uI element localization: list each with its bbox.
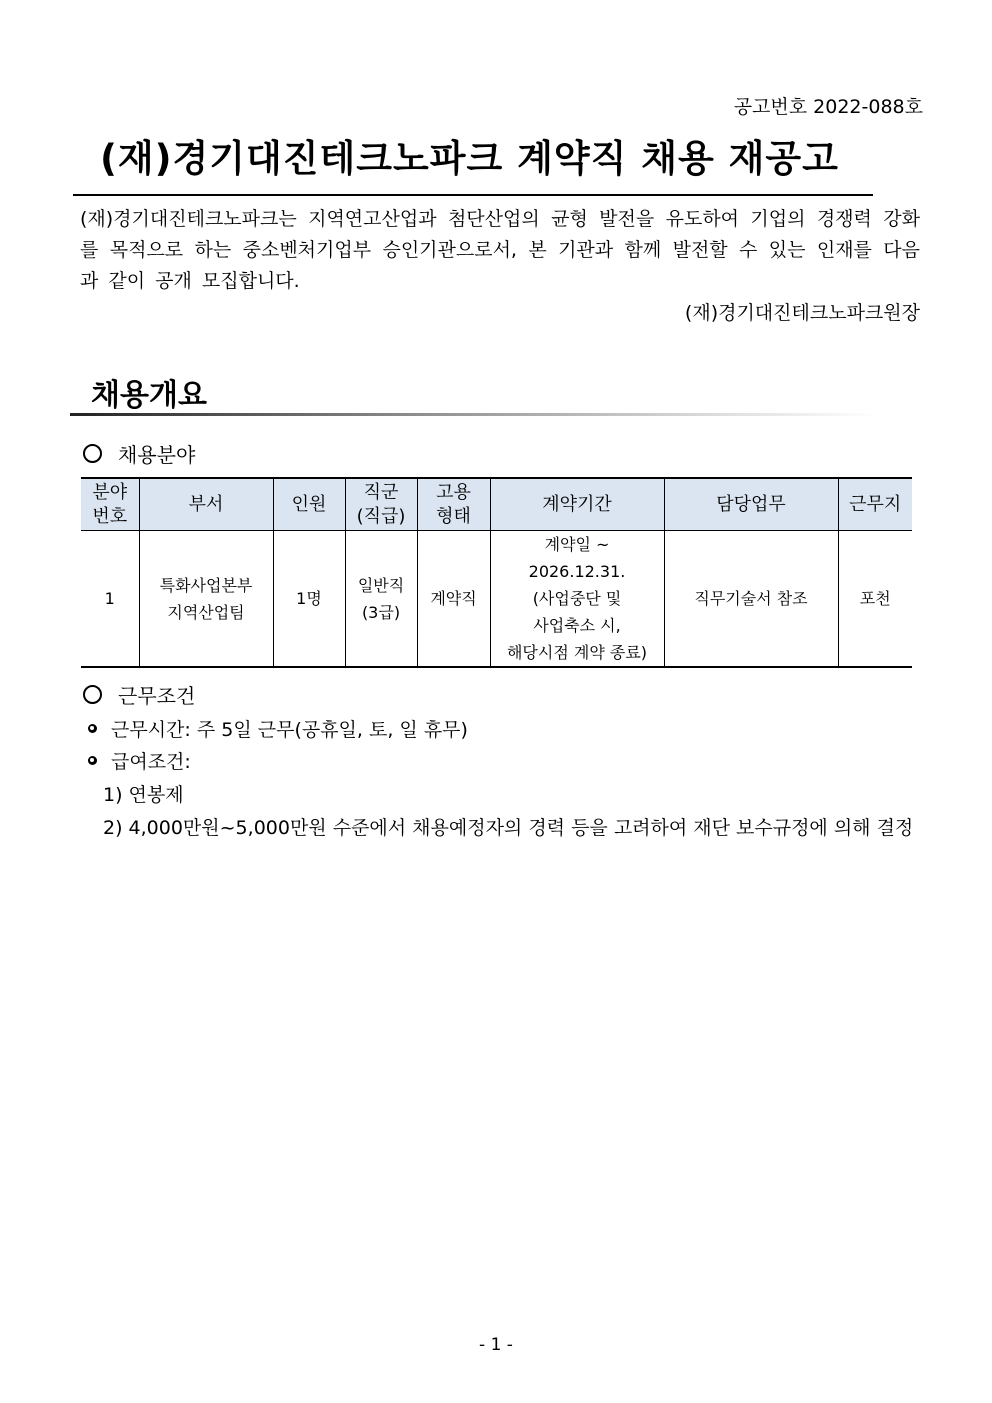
notice-number: 공고번호 2022-088호 bbox=[733, 96, 923, 118]
table-header-row bbox=[81, 478, 912, 531]
numbered-item: 1) 연봉제 bbox=[103, 784, 184, 806]
table-cell: 1명 bbox=[273, 531, 345, 668]
recruit-field-label: 채용분야 bbox=[118, 443, 196, 467]
table-cell: 일반직 (3급) bbox=[345, 531, 417, 668]
column-header: 직군 (직급) bbox=[345, 478, 417, 531]
table-cell: 계약일 ~ 2026.12.31. (사업중단 및 사업축소 시, 해당시점 계약 종료) bbox=[490, 531, 664, 668]
table-row bbox=[81, 531, 912, 668]
column-header: 고용 형태 bbox=[417, 478, 490, 531]
table-cell: 1 bbox=[81, 531, 139, 668]
section-divider bbox=[70, 413, 880, 416]
column-header: 인원 bbox=[273, 478, 345, 531]
column-header: 분야 번호 bbox=[81, 478, 139, 531]
recruit-field-heading bbox=[83, 439, 195, 468]
work-conditions-label: 근무조건 bbox=[118, 684, 196, 708]
numbered-item: 2) 4,000만원~5,000만원 수준에서 채용예정자의 경력 등을 고려하여 재단 보수규정에 의해 결정 bbox=[103, 817, 914, 839]
title-divider bbox=[73, 194, 873, 196]
circle-icon bbox=[83, 685, 102, 704]
work-conditions-heading bbox=[83, 680, 195, 709]
bullet-item bbox=[88, 747, 191, 774]
column-header: 계약기간 bbox=[490, 478, 664, 531]
signature: (재)경기대진테크노파크원장 bbox=[684, 302, 920, 324]
bullet-icon bbox=[88, 724, 97, 733]
intro-paragraph: (재)경기대진테크노파크는 지역연고산업과 첨단산업의 균형 발전을 유도하여 기업의 경쟁력 강화를 목적으로 하는 중소벤처기업부 승인기관으로서, 본 기관과 함께 발전할 수 있는 인재를 다음과 같이 공개 모집합니다. bbox=[80, 208, 920, 292]
table-cell: 계약직 bbox=[417, 531, 490, 668]
circle-icon bbox=[83, 444, 102, 463]
column-header: 근무지 bbox=[838, 478, 912, 531]
bullet-icon bbox=[88, 756, 97, 765]
table-cell: 직무기술서 참조 bbox=[664, 531, 838, 668]
bullet-text: 급여조건: bbox=[111, 751, 191, 773]
column-header: 부서 bbox=[139, 478, 273, 531]
bullet-item bbox=[88, 715, 468, 742]
table-cell: 특화사업본부 지역산업팀 bbox=[139, 531, 273, 668]
page-number: - 1 - bbox=[479, 1335, 513, 1355]
bullet-text: 근무시간: 주 5일 근무(공휴일, 토, 일 휴무) bbox=[111, 719, 468, 741]
column-header: 담당업무 bbox=[664, 478, 838, 531]
table-cell: 포천 bbox=[838, 531, 912, 668]
document-title: (재)경기대진테크노파크 계약직 채용 재공고 bbox=[100, 137, 839, 180]
section-title: 채용개요 bbox=[91, 378, 207, 413]
recruit-table bbox=[81, 477, 912, 668]
